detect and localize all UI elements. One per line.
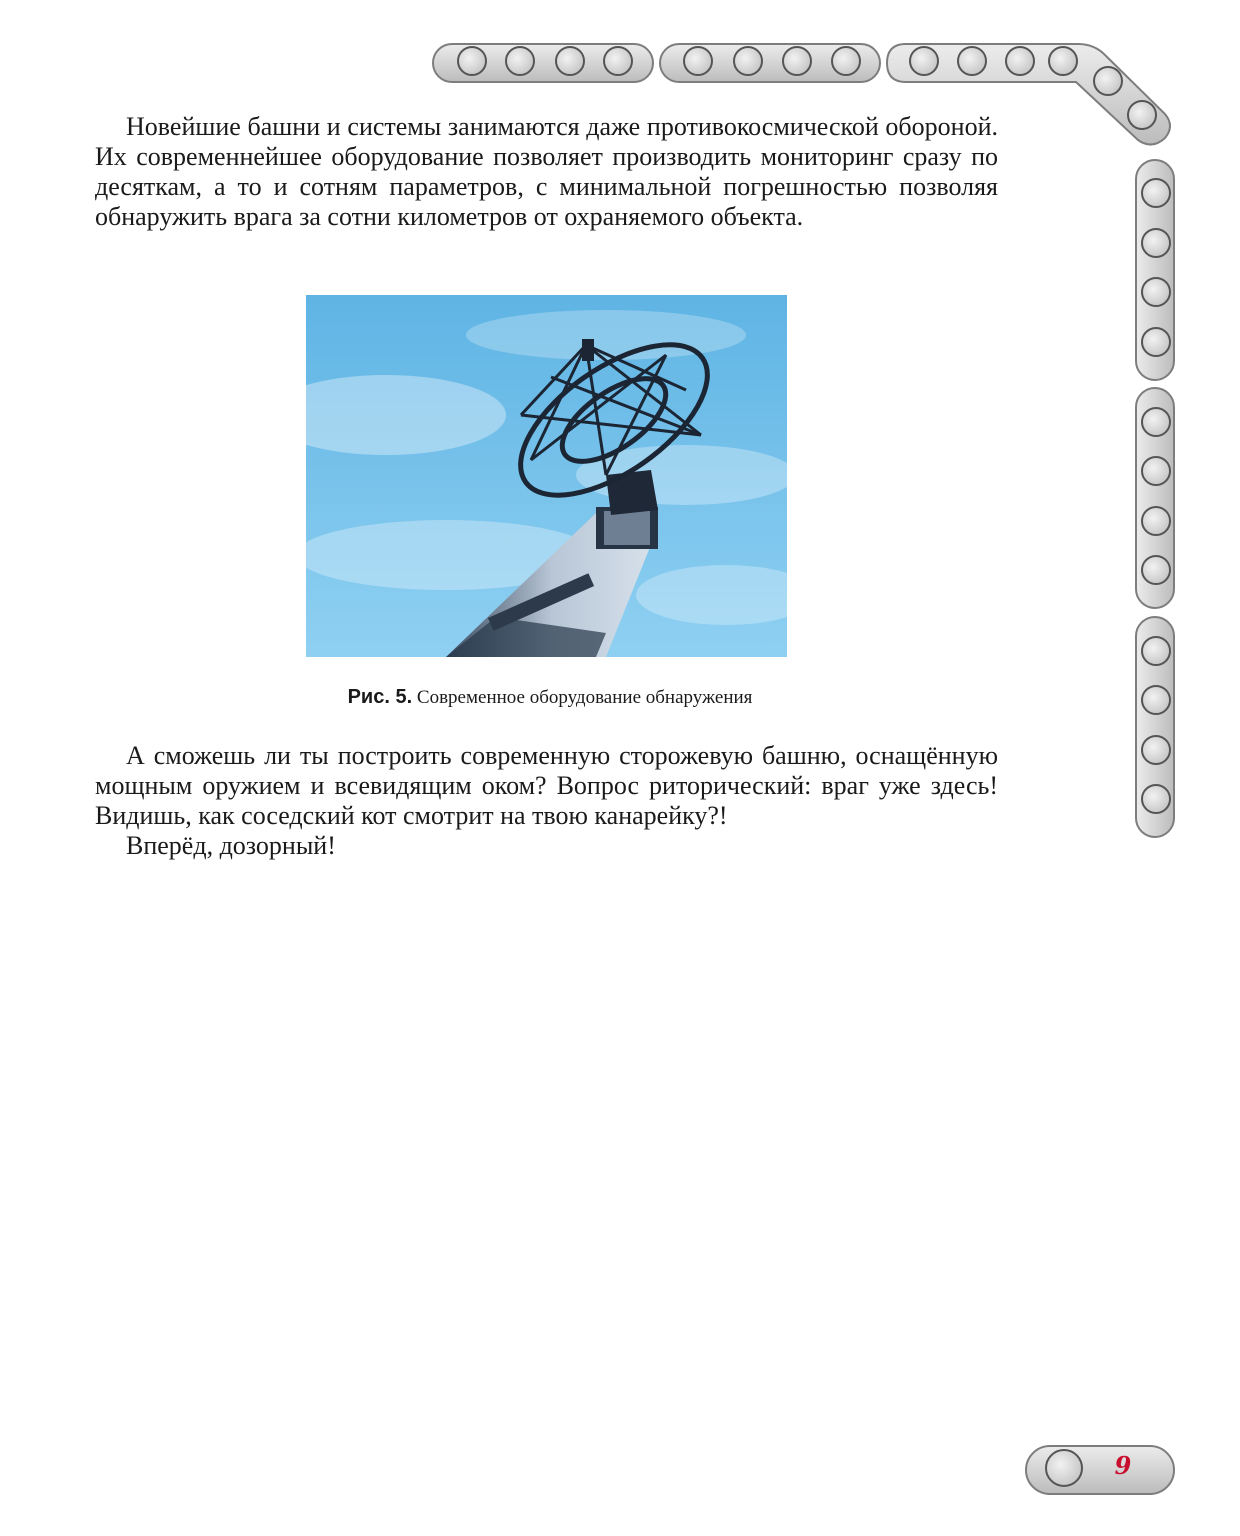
page-number-beam — [1026, 1446, 1174, 1494]
right-beam-3 — [1136, 617, 1174, 837]
top-beam-2 — [660, 44, 880, 82]
right-beam-2 — [1136, 388, 1174, 608]
paragraph-2-text: А сможешь ли ты построить современную сторожевую башню, оснащённую мощным оружием и всевидящим оком? Вопрос риторический: враг уже здесь! Видишь, как соседский кот смотрит на твою канарейку?! — [95, 741, 998, 830]
body-paragraph-1 — [95, 112, 998, 232]
page-number: 9 — [1114, 1451, 1132, 1480]
figure-caption — [200, 684, 900, 711]
right-beam-1 — [1136, 160, 1174, 380]
top-beam-1 — [433, 44, 653, 82]
figure-label: Рис. 5. — [347, 686, 413, 708]
figure-caption-text: Современное оборудование обнаружения — [416, 687, 753, 708]
radar-dish-photo — [306, 295, 787, 657]
paragraph-3-text: Вперёд, дозорный! — [126, 831, 336, 860]
paragraph-1-text: Новейшие башни и системы занимаются даже противокосмической обороной. Их современнейшее оборудование позволяет производить мониторинг сразу по десяткам, а то и сотням параметров, с минимальной погрешностью позволяя обнаружить врага за сотни километров от охраняемого объекта. — [95, 112, 998, 231]
body-paragraph-2 — [95, 741, 998, 861]
